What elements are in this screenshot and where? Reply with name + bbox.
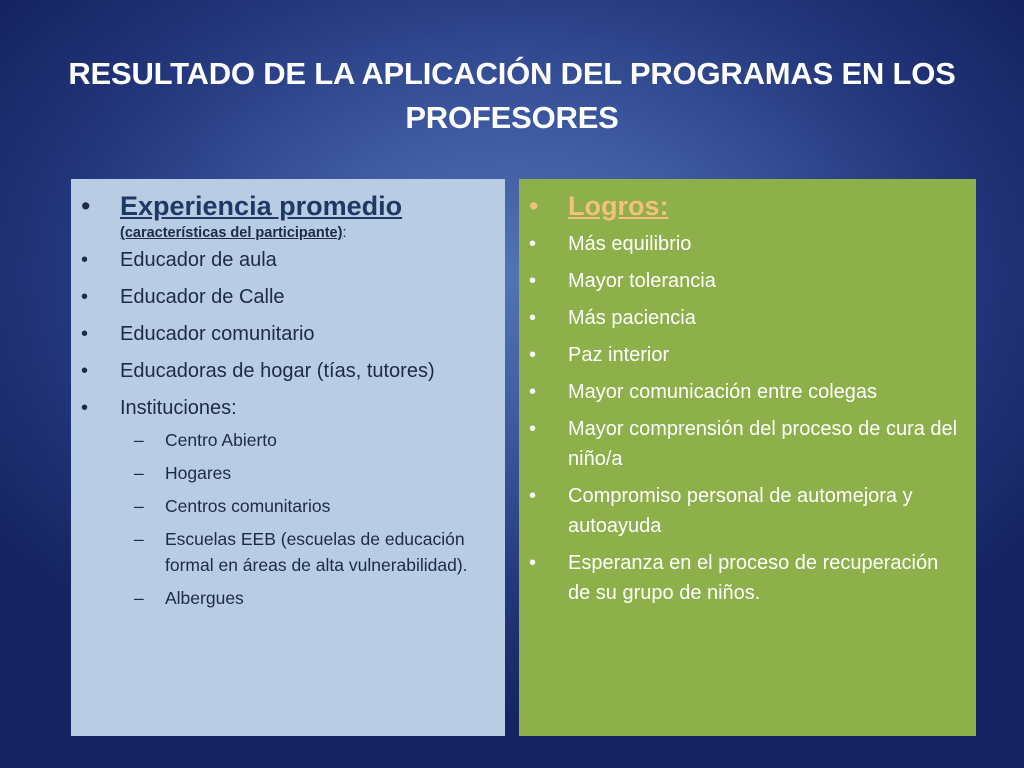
list-item-text: Más equilibrio [568, 233, 692, 255]
list-item-text: Mayor tolerancia [568, 270, 716, 292]
list-item-text: Educador de aula [120, 249, 277, 271]
bullet-icon: • [529, 381, 537, 403]
list-item-text: Mayor comunicación entre colegas [568, 381, 878, 403]
list-item [519, 303, 962, 333]
sublist-item-text: Escuelas EEB (escuelas de educación formal en áreas de alta vulnerabilidad). [165, 529, 468, 575]
sublist-item [71, 585, 505, 611]
achievements-heading-item [519, 190, 962, 223]
instituciones-sublist [71, 427, 505, 611]
list-item [71, 319, 505, 349]
sublist-item [71, 427, 505, 453]
bullet-icon: • [81, 249, 89, 271]
dash-icon: – [134, 588, 144, 608]
list-item [71, 245, 505, 275]
sublist-item-text: Centros comunitarios [165, 496, 331, 516]
bullet-icon: • [529, 344, 537, 366]
list-item [519, 481, 962, 541]
sublist-item [71, 460, 505, 486]
list-item [519, 340, 962, 370]
sublist-item-text: Centro Abierto [165, 430, 277, 450]
bullet-icon: • [529, 270, 537, 292]
bullet-icon: • [529, 307, 537, 329]
dash-icon: – [134, 529, 144, 549]
list-item-text: Paz interior [568, 344, 670, 366]
list-item-text: Instituciones: [120, 397, 237, 419]
bullet-icon: • [529, 418, 537, 440]
sublist-item [71, 526, 505, 578]
bullet-icon: • [529, 485, 537, 507]
bullet-icon: • [81, 191, 91, 221]
bullet-icon: • [529, 552, 537, 574]
list-item [519, 414, 962, 474]
list-item [519, 377, 962, 407]
bullet-icon: • [81, 397, 89, 419]
list-item-text: Educador de Calle [120, 286, 285, 308]
bullet-icon: • [529, 233, 537, 255]
experience-subheading-colon: : [342, 225, 347, 241]
sublist-item-text: Albergues [165, 588, 244, 608]
bullet-icon: • [529, 191, 539, 221]
list-item-text: Educador comunitario [120, 323, 315, 345]
experience-list [71, 179, 505, 611]
list-item-instituciones [71, 393, 505, 611]
sublist-item-text: Hogares [165, 463, 232, 483]
slide-title: RESULTADO DE LA APLICACIÓN DEL PROGRAMAS EN LOS PROFESORES [68, 56, 956, 135]
dash-icon: – [134, 463, 144, 483]
experience-subheading [120, 223, 505, 243]
list-item [519, 548, 962, 608]
list-item [519, 266, 962, 296]
achievements-panel [519, 179, 976, 736]
experience-panel [71, 179, 505, 736]
list-item-text: Compromiso personal de automejora y autoayuda [568, 485, 913, 537]
bullet-icon: • [81, 286, 89, 308]
list-item [519, 229, 962, 259]
sublist-item [71, 493, 505, 519]
experience-heading-item [71, 190, 505, 243]
list-item-text: Esperanza en el proceso de recuperación de su grupo de niños. [568, 552, 939, 604]
bullet-icon: • [81, 323, 89, 345]
list-item-text: Educadoras de hogar (tías, tutores) [120, 360, 435, 382]
list-item-text: Mayor comprensión del proceso de cura del niño/a [568, 418, 958, 470]
list-item [71, 282, 505, 312]
dash-icon: – [134, 430, 144, 450]
achievements-list [519, 179, 976, 608]
dash-icon: – [134, 496, 144, 516]
list-item [71, 356, 505, 386]
bullet-icon: • [81, 360, 89, 382]
list-item-text: Más paciencia [568, 307, 696, 329]
achievements-heading: Logros: [568, 191, 669, 221]
experience-subheading-text: (características del participante) [120, 225, 343, 241]
experience-heading: Experiencia promedio [120, 191, 403, 221]
